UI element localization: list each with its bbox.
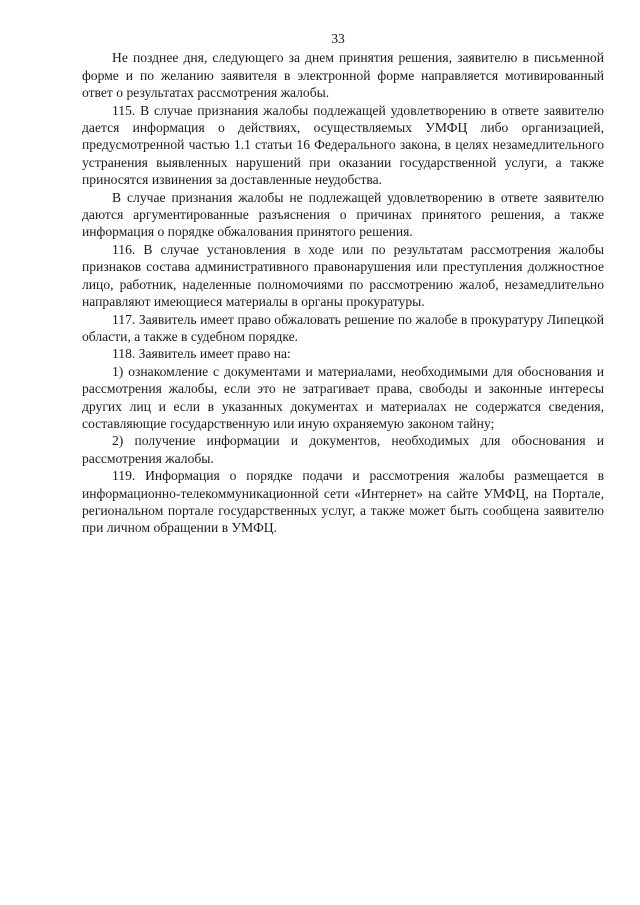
paragraph-response-deadline: Не позднее дня, следующего за днем принятия решения, заявителю в письменной форме и по желанию заявителя в электронной форме направляется мотивированный ответ о результатах рассмотрения жалобы. [82, 50, 604, 101]
paragraph-117: 117. Заявитель имеет право обжаловать решение по жалобе в прокуратуру Липецкой области, а также в судебном порядке. [82, 311, 604, 344]
paragraph-118: 118. Заявитель имеет право на: [112, 346, 291, 362]
document-page [82, 30, 604, 537]
paragraph-116: 116. В случае установления в ходе или по результатам рассмотрения жалобы признаков состава административного правонарушения или преступления должностное лицо, работник, наделенные полномочиями по рассмотрению жалоб, незамедлительно направляют имеющиеся материалы в органы прокуратуры. [82, 241, 604, 310]
paragraph-115-refusal: В случае признания жалобы не подлежащей удовлетворению в ответе заявителю даются аргументированные разъяснения о причинах принятого решения, а также информация о порядке обжалования принятого решения. [82, 189, 604, 240]
page-number: 33 [331, 31, 345, 46]
paragraph-118-item-2: 2) получение информации и документов, необходимых для обоснования и рассмотрения жалобы. [82, 433, 604, 466]
paragraph-119: 119. Информация о порядке подачи и рассмотрения жалобы размещается в информационно-телекоммуникационной сети «Интернет» на сайте УМФЦ, на Портале, региональном портале государственных услуг, а также может быть сообщена заявителю при личном обращении в УМФЦ. [82, 468, 604, 536]
paragraph-118-item-1: 1) ознакомление с документами и материалами, необходимыми для обоснования и рассмотрения жалобы, если это не затрагивает права, свободы и законные интересы других лиц и если в указанных документах и материалах не содержатся сведения, составляющие государственную или иную охраняемую законом тайну; [82, 363, 604, 431]
paragraph-115: 115. В случае признания жалобы подлежащей удовлетворению в ответе заявителю дается информация о действиях, осуществляемых УМФЦ либо организацией, предусмотренной частью 1.1 статьи 16 Федерального закона, в целях незамедлительного устранения выявленных нарушений при оказании государственной услуги, а также приносятся извинения за доставленные неудобства. [82, 102, 604, 188]
